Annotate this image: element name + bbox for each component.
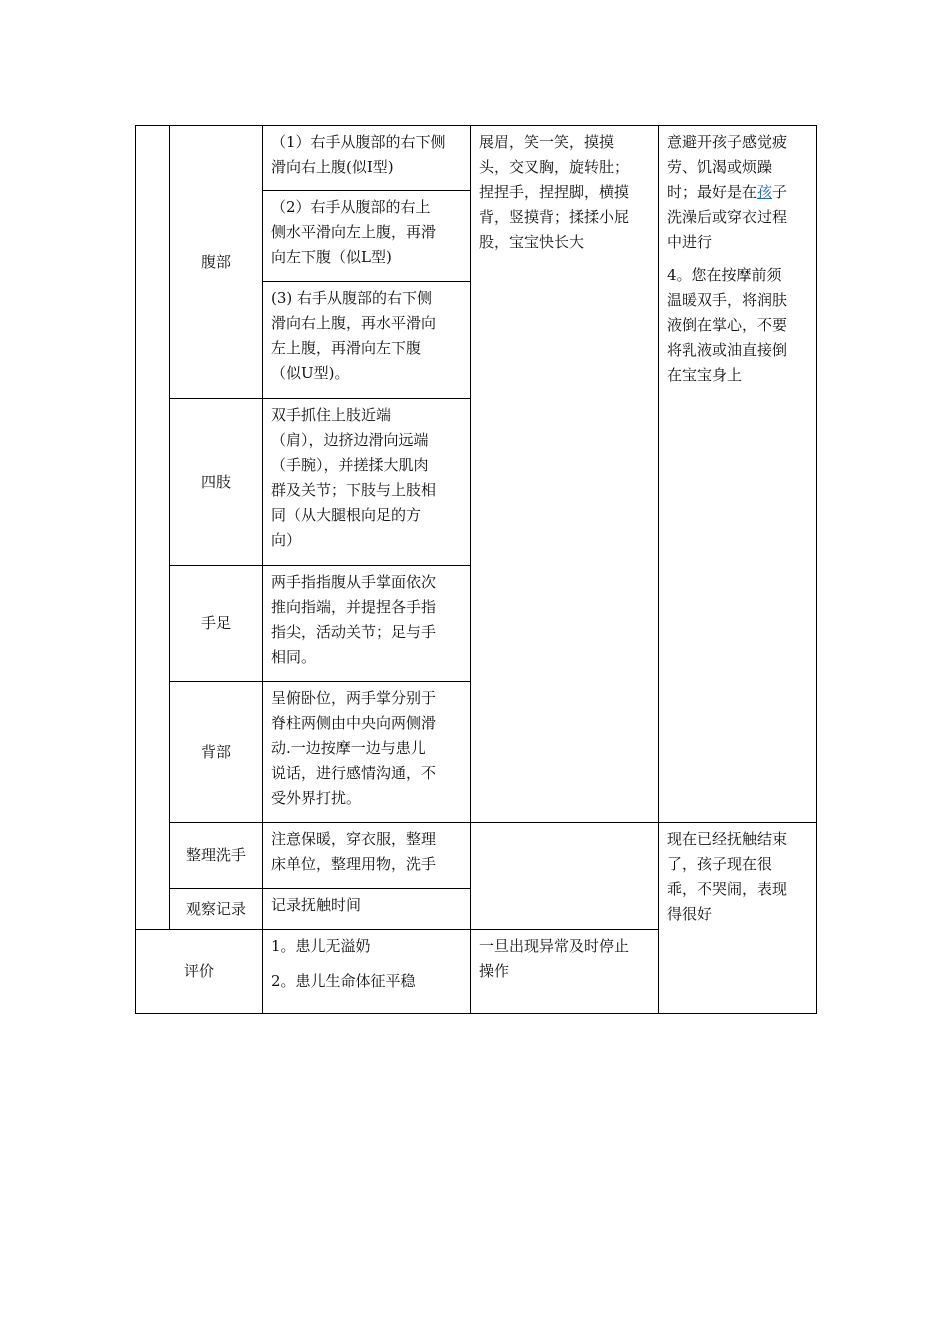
- evaluation-item-1: 1。患儿无溢奶: [271, 937, 371, 955]
- record-label: 观察记录: [185, 899, 246, 918]
- table-row-abdomen-1: [136, 126, 817, 191]
- hands-feet-method: 两手指指腹从手掌面依次 推向指端，并提捏各手指 指尖，活动关节；足与手 相同。: [271, 573, 437, 666]
- back-label: 背部: [200, 742, 231, 761]
- record-method-cell: [263, 889, 471, 930]
- conclusion-text: 现在已经抚触结束 了，孩子现在很 乖，不哭闹，表现 得很好: [667, 830, 788, 923]
- table-row-cleanup: [136, 823, 817, 889]
- notes-cell: [659, 126, 817, 823]
- back-method: 呈俯卧位，两手掌分别于 脊柱两侧由中央向两侧滑 动.一边按摩一边与患儿 说话，进行感情沟通，不 受外界打扰。: [271, 689, 437, 807]
- notes-text-1: [659, 126, 816, 259]
- abdomen-step-3: (3) 右手从腹部的右下侧 滑向右上腹，再水平滑向 左上腹，再滑向左下腹 （似U型)。: [271, 289, 437, 382]
- row-label-hands-feet: [170, 566, 263, 682]
- limbs-method-cell: [263, 399, 471, 566]
- row-label-abdomen: [170, 126, 263, 399]
- abdomen-step-1-cell: [263, 126, 471, 191]
- evaluation-items-cell: [263, 930, 471, 1014]
- abdomen-label: 腹部: [200, 252, 231, 271]
- abdomen-step-1: （1）右手从腹部的右下侧 滑向右上腹(似Ⅰ型): [271, 133, 446, 176]
- evaluation-item-2: 2。患儿生命体征平稳: [271, 972, 416, 990]
- evaluation-col3-cell: [471, 930, 659, 1014]
- evaluation-label: 评价: [183, 962, 214, 980]
- nursery-rhyme-text: 展眉，笑一笑，摸摸 头，交叉胸，旋转肚； 捏捏手，捏捏脚，横摸 背，竖摸背；揉揉小屁 股，宝宝快长大: [479, 133, 630, 251]
- cleanup-method-cell: [263, 823, 471, 889]
- abdomen-step-2: （2）右手从腹部的右上 侧水平滑向左上腹，再滑 向左下腹（似L型): [271, 198, 437, 266]
- cleanup-label: 整理洗手: [185, 846, 246, 864]
- limbs-method: 双手抓住上肢近端 （肩），边挤边滑向远端 （手腕），并搓揉大肌肉 群及关节；下肢与上肢相 同（从大腿根向足的方 向）: [271, 406, 437, 549]
- row-label-record: [170, 889, 263, 930]
- row-label-limbs: [170, 399, 263, 566]
- notes-text-1-before: 意避开孩子感觉疲 劳、饥渴或烦躁 时；最好是在: [667, 133, 788, 201]
- notes-text-1-after: 子 洗澡后或穿衣过程 中进行: [667, 183, 788, 251]
- row-label-evaluation: [136, 930, 263, 1014]
- conclusion-cell: [659, 823, 817, 1014]
- child-link[interactable]: 孩: [757, 183, 773, 201]
- abdomen-step-3-cell: [263, 282, 471, 399]
- back-method-cell: [263, 682, 471, 823]
- nursery-rhyme-cell: [471, 126, 659, 823]
- cleanup-col3-empty: [471, 823, 659, 930]
- row-label-cleanup: [170, 823, 263, 889]
- row-label-back: [170, 682, 263, 823]
- hands-feet-label: 手足: [200, 614, 231, 632]
- limbs-label: 四肢: [200, 472, 231, 491]
- record-method: 记录抚触时间: [271, 896, 362, 914]
- hands-feet-method-cell: [263, 566, 471, 682]
- evaluation-col3: 一旦出现异常及时停止 操作: [479, 937, 630, 980]
- category-cell: [136, 126, 170, 930]
- notes-text-2: 4。您在按摩前须 温暖双手，将润肤 液倒在掌心，不要 将乳液或油直接倒 在宝宝身上: [667, 266, 788, 384]
- cleanup-method: 注意保暖，穿衣服，整理 床单位，整理用物，洗手: [271, 830, 437, 873]
- care-procedure-table: [135, 125, 817, 1014]
- abdomen-step-2-cell: [263, 191, 471, 282]
